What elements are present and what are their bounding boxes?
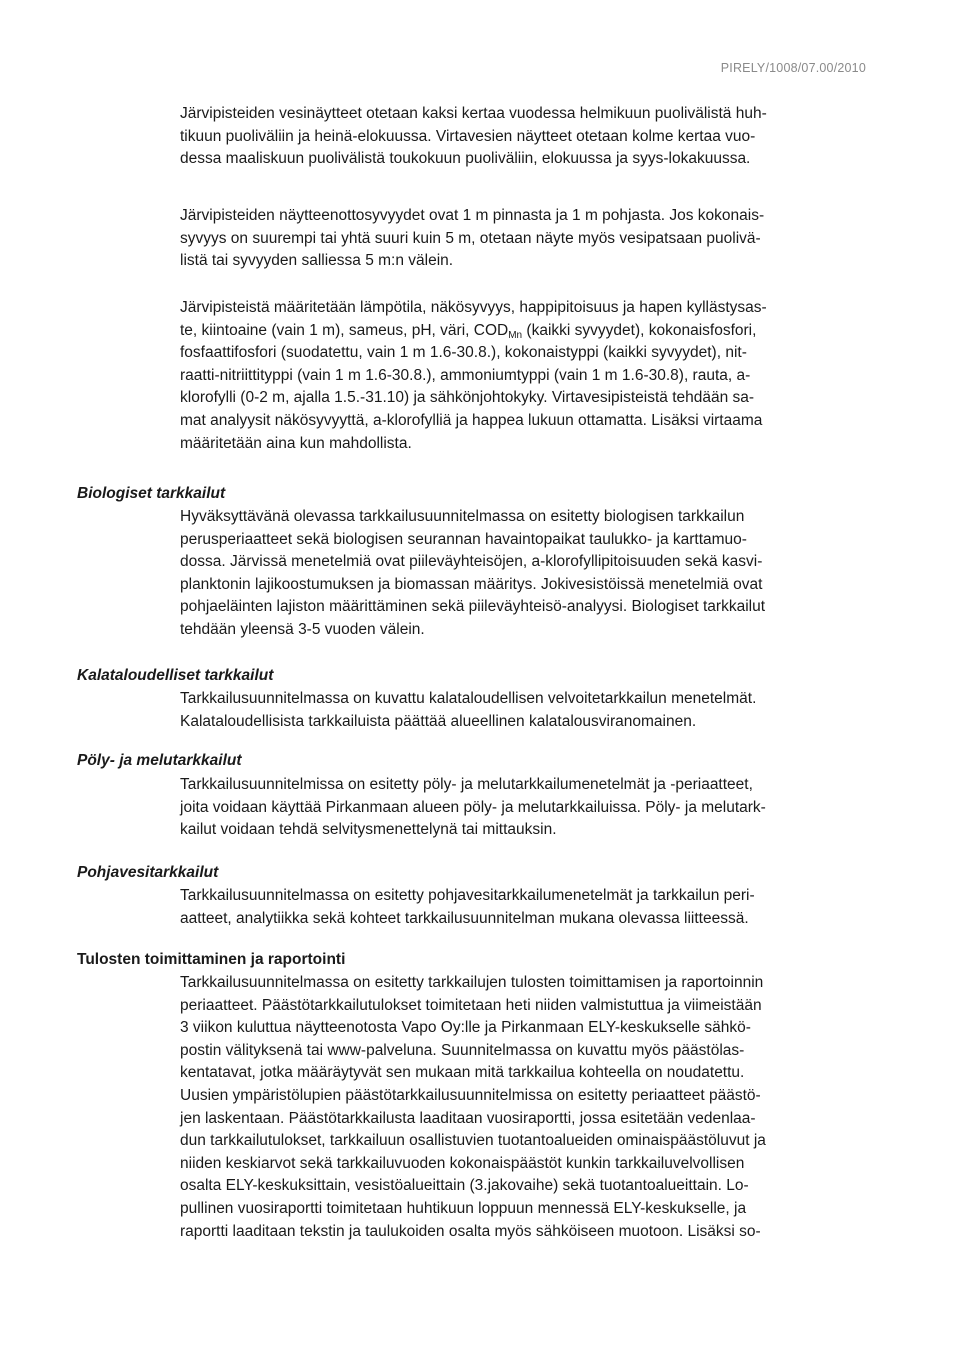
text-line: dessa maaliskuun puolivälistä toukokuun puoliväliin, elokuussa ja syys-lokakuussa. <box>180 150 751 168</box>
text-line: raportti laaditaan tekstin ja taulukoiden osalta myös sähköiseen muotoon. Lisäksi so- <box>180 1222 761 1240</box>
text-line: Järvipisteiden vesinäytteet otetaan kaksi kertaa vuodessa helmikuun puolivälistä huh- <box>180 105 767 122</box>
text-line: aatteet, analytiikka sekä kohteet tarkkailusuunnitelman mukana olevassa liitteessä. <box>180 909 749 927</box>
text-line: Tarkkailusuunnitelmissa on esitetty pöly- ja melutarkkailumenetelmät ja -periaatteet, <box>180 776 753 793</box>
text-line: Tarkkailusuunnitelmassa on esitetty pohjavesitarkkailumenetelmät ja tarkkailun peri- <box>180 887 755 904</box>
text-line: listä tai syvyyden salliessa 5 m:n välein. <box>180 252 454 270</box>
text-line: kentatavat, jotka määräytyvät sen mukaan mitä tarkkailua kohteella on noudatettu. <box>180 1064 745 1082</box>
text-line: joita voidaan käyttää Pirkanmaan alueen pöly- ja melutarkkailuissa. Pöly- ja melutark- <box>180 798 766 816</box>
paragraph-sampling-depths <box>180 205 880 273</box>
text-line: niiden keskiarvot sekä tarkkailuvuoden kokonaispäästöt kunkin tarkkailuvelvollisen <box>180 1154 745 1172</box>
document-reference: PIRELY/1008/07.00/2010 <box>720 61 866 75</box>
text-line: dun tarkkailutulokset, tarkkailuun osallistuvien tuotantoalueiden ominaispäästöluvut ja <box>180 1132 766 1150</box>
text-line: kailut voidaan tehdä selvitysmenettelynä tai mittauksin. <box>180 821 557 839</box>
paragraph-groundwater-monitoring <box>180 885 880 930</box>
text-line: planktonin lajikoostumuksen ja biomassan määritys. Jokivesistöissä menetelmiä ovat <box>180 575 763 593</box>
text-line: Järvipisteiden näytteenottosyvyydet ovat 1 m pinnasta ja 1 m pohjasta. Jos kokonais- <box>180 207 765 224</box>
subscript-mn: Mn <box>508 329 523 341</box>
paragraph-fishery-monitoring <box>180 688 880 733</box>
heading-groundwater-monitoring: Pohjavesitarkkailut <box>77 864 219 881</box>
paragraph-analyses <box>180 297 880 455</box>
text-line: klorofylli (0-2 m, ajalla 1.5.-31.10) ja sähkönjohtokyky. Virtavesipisteistä tehdään sa- <box>180 389 755 407</box>
heading-biological-monitoring: Biologiset tarkkailut <box>77 485 226 502</box>
heading-dust-noise-monitoring: Pöly- ja melutarkkailut <box>77 752 242 769</box>
text-line: Uusien ympäristölupien päästötarkkailusuunnitelmissa on esitetty periaatteet päästö- <box>180 1086 761 1104</box>
text-line: osalta ELY-keskuksittain, vesistöalueittain (3.jakovaihe) sekä tuotantoalueittain. Lo- <box>180 1177 749 1195</box>
text-line: Kalataloudellisista tarkkailuista päättää alueellinen kalatalousviranomainen. <box>180 712 697 730</box>
paragraph-results-reporting <box>180 972 880 1243</box>
text-line: Järvipisteistä määritetään lämpötila, näkösyvyys, happipitoisuus ja hapen kyllästysas- <box>180 299 767 316</box>
text-line: syvyys on suurempi tai yhtä suuri kuin 5 m, otetaan näyte myös vesipatsaan puolivä- <box>180 229 761 247</box>
text-line: pullinen vuosiraportti toimitetaan huhtikuun loppuun mennessä ELY-keskukselle, ja <box>180 1199 747 1217</box>
text-line: perusperiaatteet sekä biologisen seurannan havaintopaikat taulukko- ja karttamuo- <box>180 530 747 548</box>
text-line: 3 viikon kuluttua näytteenotosta Vapo Oy:lle ja Pirkanmaan ELY-keskukselle sähkö- <box>180 1019 751 1037</box>
heading-results-reporting: Tulosten toimittaminen ja raportointi <box>77 951 346 968</box>
heading-fishery-monitoring: Kalataloudelliset tarkkailut <box>77 667 274 684</box>
text-line: pohjaeläinten lajiston määrittäminen sekä piileväyhteisö-analyysi. Biologiset tarkkailut <box>180 598 766 616</box>
text-fragment: (kaikki syvyydet), kokonaisfosfori, <box>522 321 757 339</box>
text-line: postin välityksenä tai www-palveluna. Suunnitelmassa on kuvattu myös päästölas- <box>180 1041 745 1059</box>
text-line <box>180 320 880 343</box>
text-line: tehdään yleensä 3-5 vuoden välein. <box>180 620 425 638</box>
paragraph-biological-monitoring <box>180 506 880 642</box>
text-line: raatti-nitriittityppi (vain 1 m 1.6-30.8.), ammoniumtyppi (vain 1 m 1.6-30.8), rauta, a- <box>180 366 751 384</box>
text-line: tikuun puoliväliin ja heinä-elokuussa. Virtavesien näytteet otetaan kolme kertaa vuo- <box>180 127 756 145</box>
text-line: Hyväksyttävänä olevassa tarkkailusuunnitelmassa on esitetty biologisen tarkkailun <box>180 508 745 525</box>
text-line: fosfaattifosfori (suodatettu, vain 1 m 1.6-30.8.), kokonaistyppi (kaikki syvyydet), nit- <box>180 344 747 362</box>
text-line: määritetään aina kun mahdollista. <box>180 434 412 452</box>
text-fragment: te, kiintoaine (vain 1 m), sameus, pH, väri, COD <box>180 321 509 339</box>
text-line: jen laskentaan. Päästötarkkailusta laaditaan vuosiraportti, jossa esitetään vedenlaa- <box>180 1109 756 1127</box>
text-line: mat analyysit näkösyvyyttä, a-klorofylliä ja happea lukuun ottamatta. Lisäksi virtaama <box>180 411 763 429</box>
paragraph-sampling-frequency <box>180 103 880 171</box>
text-line: Tarkkailusuunnitelmassa on esitetty tarkkailujen tulosten toimittamisen ja raportoinnin <box>180 974 764 991</box>
text-line: periaatteet. Päästötarkkailutulokset toimitetaan heti niiden valmistuttua ja viimeistään <box>180 996 762 1014</box>
text-line: Tarkkailusuunnitelmassa on kuvattu kalataloudellisen velvoitetarkkailun menetelmät. <box>180 690 757 707</box>
text-line: dossa. Järvissä menetelmiä ovat piileväyhteisöjen, a-klorofyllipitoisuuden sekä kasvi- <box>180 553 763 571</box>
paragraph-dust-noise-monitoring <box>180 774 880 842</box>
